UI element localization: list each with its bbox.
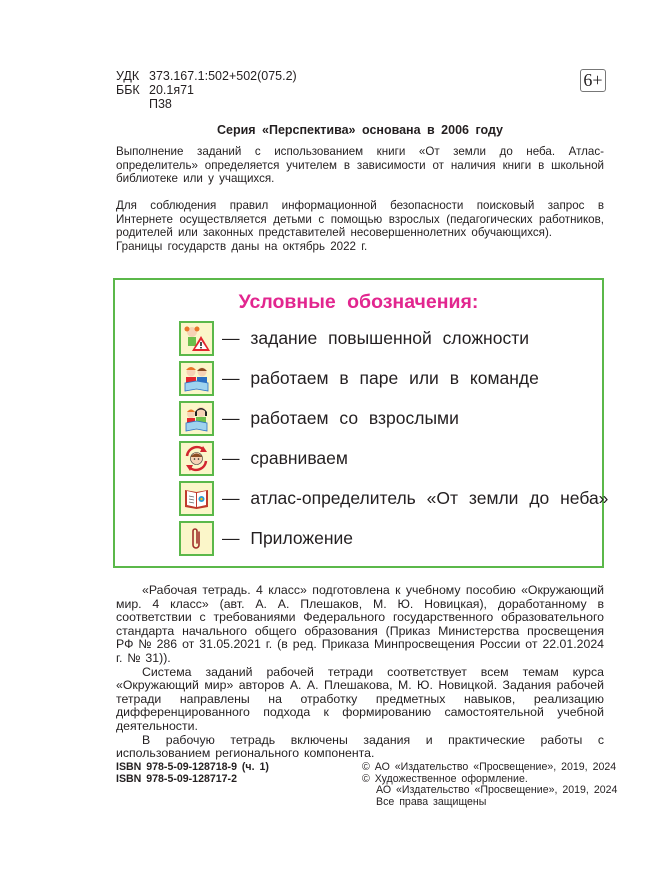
legend-text: — Приложение	[222, 527, 354, 548]
copyright-design-owner: АО «Издательство «Просвещение», 2019, 2024	[376, 784, 618, 796]
copyright-publisher: © АО «Издательство «Просвещение», 2019, 2024	[362, 761, 617, 773]
legend-text: — атлас-определитель «От земли до неба»	[222, 487, 609, 508]
bbk-label: ББК	[116, 83, 140, 97]
adult-child-icon	[179, 401, 214, 436]
classification-block	[116, 69, 297, 111]
legend-item-difficult	[179, 321, 529, 355]
legend-item-appendix	[179, 521, 353, 555]
bbk-value: 20.1я71	[149, 83, 195, 97]
age-rating-badge: 6+	[580, 69, 606, 92]
legend-item-compare	[179, 441, 348, 475]
paperclip-icon	[179, 521, 214, 556]
isbn-set: ISBN 978-5-09-128717-2	[116, 772, 237, 785]
legend-item-with-adults	[179, 401, 459, 435]
isbn-block	[116, 762, 269, 785]
udk-value: 373.167.1:502+502(075.2)	[149, 69, 297, 83]
series-heading: Серия «Перспектива» основана в 2006 году	[216, 123, 504, 137]
body-paragraph-regional: В рабочую тетрадь включены задания и практические работы с использованием регионального компонента.	[116, 732, 604, 761]
pair-reading-icon	[179, 361, 214, 396]
compare-cycle-icon	[179, 441, 214, 476]
publication-notes	[116, 584, 604, 761]
legend-box	[113, 278, 609, 568]
udk-label: УДК	[116, 69, 140, 83]
author-mark: П38	[149, 97, 172, 111]
legend-title: Условные обозначения:	[238, 291, 479, 313]
paragraph-atlas-usage: Выполнение заданий с использованием книги «От земли до неба. Атлас-определитель» определяется учителем в зависимости от наличия книги в школьной библиотеке или у учащихся.	[116, 145, 604, 185]
legend-text: — задание повышенной сложности	[222, 327, 529, 348]
girl-warning-icon	[179, 321, 214, 356]
legend-text: — сравниваем	[222, 447, 348, 468]
rights-reserved: Все права защищены	[376, 795, 487, 808]
legend-item-pair-work	[179, 361, 539, 395]
body-paragraph-workbook: «Рабочая тетрадь. 4 класс» подготовлена к учебному пособию «Окружающий мир. 4 класс» (авт. А. А. Плешаков, М. Ю. Новицкая), доработанному в соответствии с требованиями Федерального государственного образовательного стандарта начального общего образования (Приказ Министерства просвещения РФ № 286 от 31.05.2021 г. (в ред. Приказа Минпросвещения России от 22.01.2024 г. № 31)).	[116, 583, 604, 665]
isbn-part1: ISBN 978-5-09-128718-9 (ч. 1)	[116, 761, 269, 773]
paragraph-internet-safety: Для соблюдения правил информационной безопасности поисковый запрос в Интернете осуществляется детьми с помощью взрослых (педагогических работников, родителей или законных представителей несовершеннолетних обучающихся).	[116, 199, 604, 239]
body-paragraph-tasks-system: Система заданий рабочей тетради соответствует всем темам курса «Окружающий мир» авторов А. А. Плешакова, М. Ю. Новицкой. Задания рабочей тетради направлены на отработку предметных навыков, реализацию дифференцированного подхода к формированию самостоятельной учебной деятельности.	[116, 664, 604, 733]
paragraph-borders: Границы государств даны на октябрь 2022 г.	[116, 240, 368, 253]
copyright-block	[362, 762, 617, 808]
legend-item-atlas	[179, 481, 608, 515]
legend-text: — работаем со взрослыми	[222, 407, 459, 428]
legend-text: — работаем в паре или в команде	[222, 367, 539, 388]
atlas-book-icon	[179, 481, 214, 516]
copyright-design: © Художественное оформление.	[362, 772, 528, 785]
